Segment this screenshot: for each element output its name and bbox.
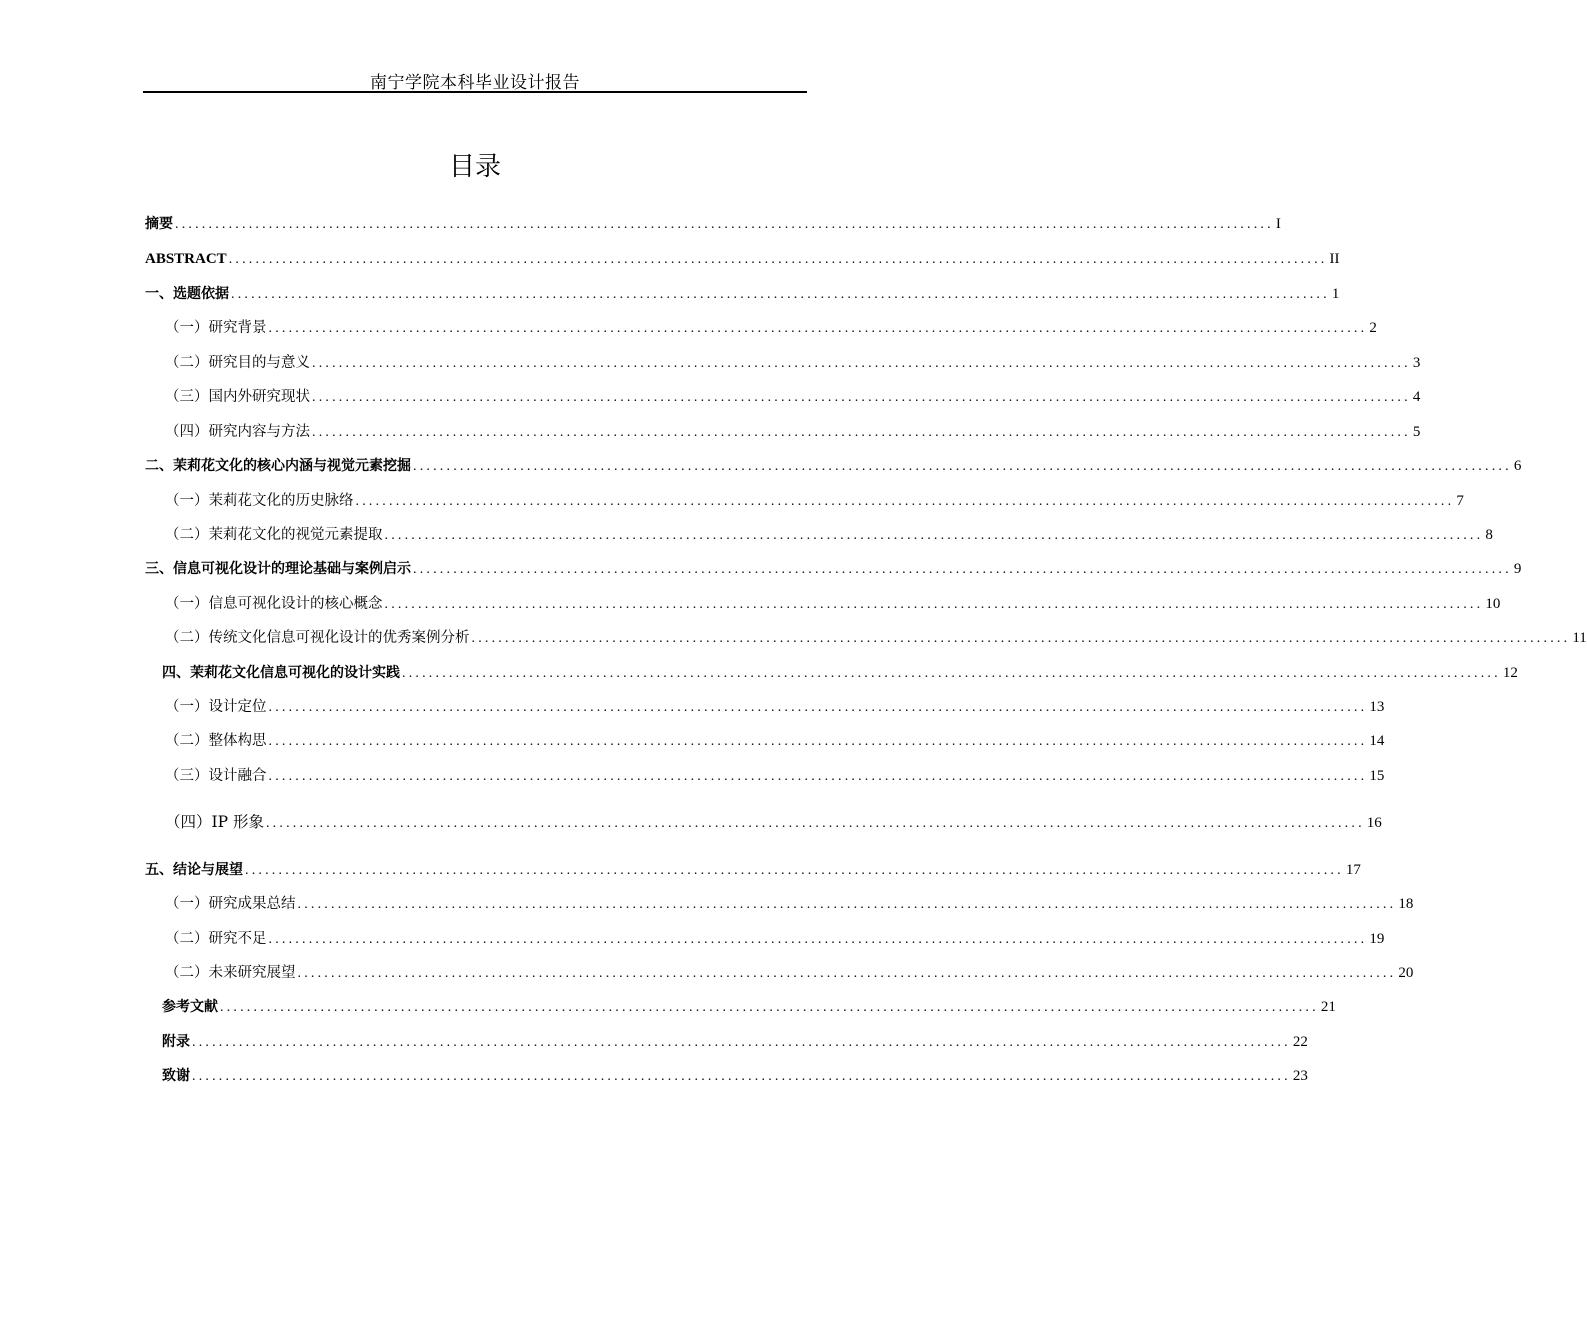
toc-leader-dots: .................................................................................................................................................................... xyxy=(402,666,1501,681)
toc-entry-references[interactable] xyxy=(162,996,1336,1018)
toc-entry-page: 2 xyxy=(1369,320,1377,336)
toc-entry-section-3-1[interactable] xyxy=(165,593,1501,615)
toc-entry-page: 23 xyxy=(1292,1068,1308,1084)
toc-entry-page: 15 xyxy=(1369,768,1385,784)
toc-entry-page: 21 xyxy=(1320,999,1336,1015)
toc-leader-dots: .................................................................................................................................................................... xyxy=(384,597,1484,612)
toc-entry-label: 参考文献 xyxy=(162,999,218,1015)
toc-entry-label: （二）研究目的与意义 xyxy=(165,355,310,371)
toc-entry-section-1-1[interactable] xyxy=(165,317,1377,339)
toc-leader-dots: .................................................................................................................................................................... xyxy=(268,734,1368,749)
toc-entry-section-1-3[interactable] xyxy=(165,386,1421,408)
toc-leader-dots: .................................................................................................................................................................... xyxy=(175,217,1274,232)
toc-entry-page: II xyxy=(1329,251,1340,267)
toc-entry-label: 附录 xyxy=(162,1034,190,1050)
toc-entry-page: 10 xyxy=(1485,596,1501,612)
toc-entry-chapter-4[interactable] xyxy=(162,662,1518,684)
toc-entry-label: 五、结论与展望 xyxy=(145,862,243,878)
toc-leader-dots: .................................................................................................................................................................... xyxy=(268,769,1368,784)
toc-entry-page: 8 xyxy=(1485,527,1493,543)
toc-entry-section-1-4[interactable] xyxy=(165,421,1421,443)
toc-leader-dots: .................................................................................................................................................................... xyxy=(355,494,1455,509)
toc-entry-label: （一）茉莉花文化的历史脉络 xyxy=(165,493,354,509)
toc-entry-page: 18 xyxy=(1398,896,1414,912)
toc-entry-page: 1 xyxy=(1331,286,1340,302)
toc-title: 目录 xyxy=(448,152,501,182)
toc-entry-label: （四）研究内容与方法 xyxy=(165,424,310,440)
toc-leader-dots: .................................................................................................................................................................... xyxy=(413,562,1512,577)
toc-entry-chapter-5[interactable] xyxy=(145,859,1361,881)
toc-leader-dots: .................................................................................................................................................................... xyxy=(220,1000,1319,1015)
toc-entry-page: 7 xyxy=(1456,493,1464,509)
toc-entry-chapter-1[interactable] xyxy=(145,283,1340,305)
toc-leader-dots: .................................................................................................................................................................... xyxy=(192,1035,1291,1050)
toc-entry-label: （二）整体构思 xyxy=(165,733,267,749)
toc-entry-label: （二）茉莉花文化的视觉元素提取 xyxy=(165,527,383,543)
toc-leader-dots: .................................................................................................................................................................... xyxy=(245,863,1344,878)
toc-entry-section-4-3[interactable] xyxy=(165,765,1385,787)
toc-leader-dots: .................................................................................................................................................................... xyxy=(413,459,1512,474)
toc-leader-dots: .................................................................................................................................................................... xyxy=(228,252,1328,267)
toc-entry-page: 17 xyxy=(1345,862,1361,878)
toc-entry-label: （一）设计定位 xyxy=(165,699,267,715)
toc-entry-label: 摘要 xyxy=(145,216,173,232)
toc-leader-dots: .................................................................................................................................................................... xyxy=(297,966,1397,981)
toc-entry-page: 22 xyxy=(1292,1034,1308,1050)
toc-entry-label: 三、信息可视化设计的理论基础与案例启示 xyxy=(145,561,411,577)
toc-entry-chapter-3[interactable] xyxy=(145,558,1522,580)
toc-entry-section-2-1[interactable] xyxy=(165,490,1464,512)
toc-entry-page: 5 xyxy=(1412,424,1421,440)
toc-entry-label: 二、茉莉花文化的核心内涵与视觉元素挖掘 xyxy=(145,458,411,474)
toc-entry-section-5-2[interactable] xyxy=(165,928,1385,950)
toc-entry-page: 3 xyxy=(1412,355,1421,371)
toc-leader-dots: .................................................................................................................................................................... xyxy=(268,700,1368,715)
toc-entry-page: 4 xyxy=(1412,389,1421,405)
toc-entry-label: （二）研究不足 xyxy=(165,931,267,947)
toc-entry-label: ABSTRACT xyxy=(145,251,227,267)
toc-entry-section-5-3[interactable] xyxy=(165,962,1414,984)
toc-entry-label: 一、选题依据 xyxy=(145,286,229,302)
toc-entry-acknowledgements[interactable] xyxy=(162,1065,1308,1087)
toc-entry-page: 19 xyxy=(1369,931,1385,947)
toc-entry-page: 13 xyxy=(1369,699,1385,715)
toc-leader-dots: .................................................................................................................................................................... xyxy=(297,897,1397,912)
toc-entry-page: 20 xyxy=(1398,965,1414,981)
toc-entry-page: 9 xyxy=(1513,561,1522,577)
toc-entry-page: 14 xyxy=(1369,733,1385,749)
toc-entry-label: 四、茉莉花文化信息可视化的设计实践 xyxy=(162,665,400,681)
toc-leader-dots: .................................................................................................................................................................... xyxy=(312,425,1411,440)
toc-leader-dots: .................................................................................................................................................................... xyxy=(312,356,1411,371)
toc-leader-dots: .................................................................................................................................................................... xyxy=(192,1069,1291,1084)
toc-entry-section-1-2[interactable] xyxy=(165,352,1421,374)
toc-leader-dots: .................................................................................................................................................................... xyxy=(471,631,1571,646)
toc-entry-page: 11 xyxy=(1572,630,1587,646)
toc-entry-label: （三）国内外研究现状 xyxy=(165,389,310,405)
toc-entry-label: （二）未来研究展望 xyxy=(165,965,296,981)
toc-leader-dots: .................................................................................................................................................................... xyxy=(231,287,1330,302)
toc-entry-page: 6 xyxy=(1513,458,1522,474)
toc-entry-page: 16 xyxy=(1366,815,1382,831)
toc-leader-dots: .................................................................................................................................................................... xyxy=(384,528,1484,543)
toc-entry-section-4-2[interactable] xyxy=(165,730,1385,752)
toc-entry-section-4-1[interactable] xyxy=(165,696,1385,718)
toc-entry-chapter-2[interactable] xyxy=(145,455,1522,477)
toc-entry-label: （一）研究成果总结 xyxy=(165,896,296,912)
toc-entry-abstract-en[interactable] xyxy=(145,248,1340,270)
toc-entry-section-2-2[interactable] xyxy=(165,524,1493,546)
toc-entry-label: （二）传统文化信息可视化设计的优秀案例分析 xyxy=(165,630,470,646)
toc-entry-appendix[interactable] xyxy=(162,1031,1308,1053)
toc-leader-dots: .................................................................................................................................................................... xyxy=(312,390,1411,405)
toc-leader-dots: .................................................................................................................................................................... xyxy=(268,321,1368,336)
toc-entry-section-3-2[interactable] xyxy=(165,627,1587,649)
toc-entry-label: （三）设计融合 xyxy=(165,768,267,784)
toc-entry-label: （四）IP 形象 xyxy=(165,813,264,831)
toc-leader-dots: .................................................................................................................................................................... xyxy=(265,816,1365,831)
toc-entry-section-5-1[interactable] xyxy=(165,893,1414,915)
toc-entry-label: （一）信息可视化设计的核心概念 xyxy=(165,596,383,612)
toc-entry-abstract-cn[interactable] xyxy=(145,213,1281,235)
toc-entry-section-4-4[interactable] xyxy=(165,811,1382,833)
toc-entry-label: 致谢 xyxy=(162,1068,190,1084)
toc-entry-page: I xyxy=(1275,216,1281,232)
toc-leader-dots: .................................................................................................................................................................... xyxy=(268,932,1368,947)
toc-entry-page: 12 xyxy=(1502,665,1518,681)
page-header-title: 南宁学院本科毕业设计报告 xyxy=(370,73,580,93)
toc-entry-label: （一）研究背景 xyxy=(165,320,267,336)
